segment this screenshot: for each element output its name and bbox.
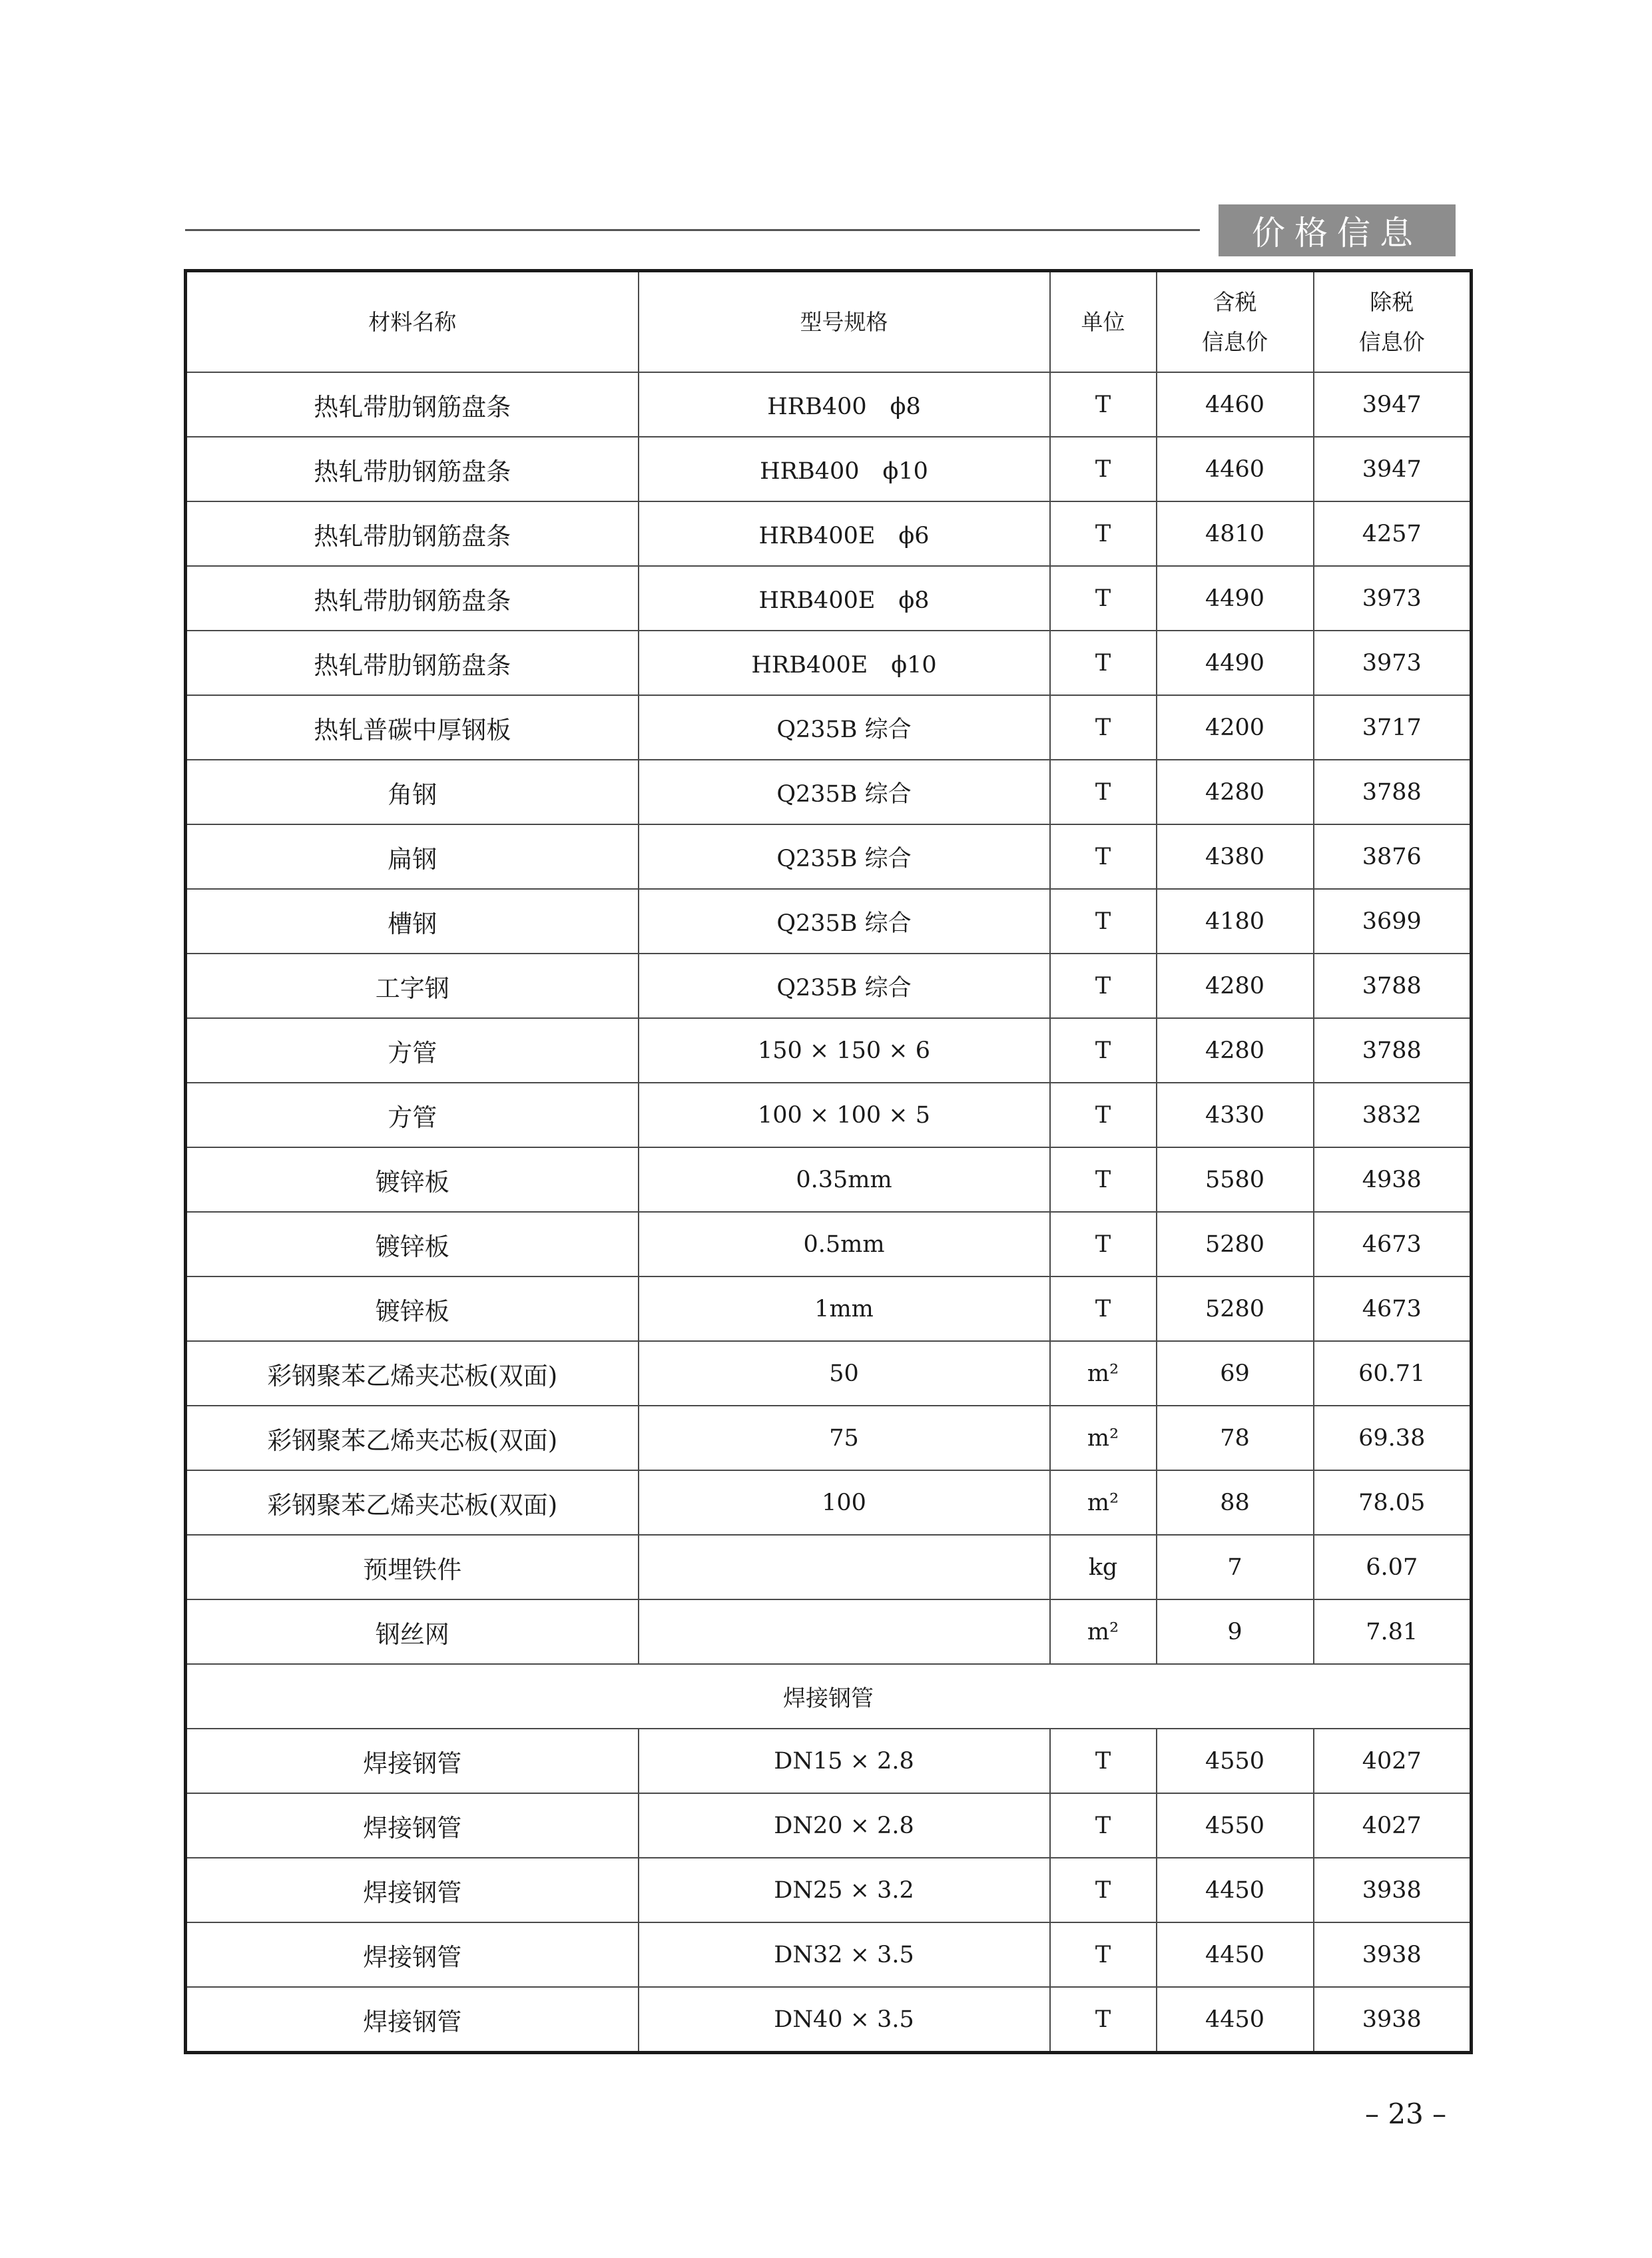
- unit-cell: T: [1050, 631, 1157, 695]
- tax-included-price-cell: 5280: [1157, 1276, 1314, 1341]
- tax-excluded-price-cell: 3788: [1314, 760, 1472, 824]
- material-name-cell: 热轧带肋钢筋盘条: [186, 631, 639, 695]
- material-name-cell: 焊接钢管: [186, 1793, 639, 1858]
- table-row: [186, 889, 1472, 954]
- table-row: [186, 1470, 1472, 1535]
- header-tax-included-line1: 含税: [1213, 288, 1257, 315]
- table-row: [186, 954, 1472, 1018]
- tax-included-price-cell: 78: [1157, 1406, 1314, 1470]
- tax-included-price-cell: 88: [1157, 1470, 1314, 1535]
- material-name-cell: 热轧带肋钢筋盘条: [186, 437, 639, 501]
- unit-cell: T: [1050, 1147, 1157, 1212]
- table-row: [186, 1406, 1472, 1470]
- tax-included-price-cell: 4280: [1157, 954, 1314, 1018]
- table-row: [186, 566, 1472, 631]
- unit-cell: T: [1050, 1212, 1157, 1276]
- tax-included-price-cell: 4550: [1157, 1793, 1314, 1858]
- unit-cell: m²: [1050, 1599, 1157, 1664]
- tax-excluded-price-cell: 60.71: [1314, 1341, 1472, 1406]
- section-title: 焊接钢管: [186, 1664, 1472, 1729]
- material-name-cell: 热轧带肋钢筋盘条: [186, 566, 639, 631]
- header-tax-included-price: [1157, 271, 1314, 373]
- section-header: [186, 1664, 1472, 1729]
- tax-included-price-cell: 4490: [1157, 566, 1314, 631]
- spec-cell: DN15 × 2.8: [639, 1729, 1050, 1793]
- unit-cell: m²: [1050, 1341, 1157, 1406]
- spec-cell: Q235B 综合: [639, 695, 1050, 760]
- unit-cell: T: [1050, 437, 1157, 501]
- tax-included-price-cell: 4380: [1157, 824, 1314, 889]
- header-tax-excluded-line2: 信息价: [1358, 328, 1425, 355]
- unit-cell: T: [1050, 566, 1157, 631]
- tax-excluded-price-cell: 3938: [1314, 1922, 1472, 1987]
- material-name-cell: 彩钢聚苯乙烯夹芯板(双面): [186, 1406, 639, 1470]
- tax-excluded-price-cell: 3938: [1314, 1987, 1472, 2053]
- header-unit: 单位: [1050, 271, 1157, 373]
- table-row: [186, 760, 1472, 824]
- tax-included-price-cell: 5580: [1157, 1147, 1314, 1212]
- material-name-cell: 镀锌板: [186, 1276, 639, 1341]
- spec-cell: 50: [639, 1341, 1050, 1406]
- table-row: [186, 695, 1472, 760]
- material-name-cell: 彩钢聚苯乙烯夹芯板(双面): [186, 1470, 639, 1535]
- tax-excluded-price-cell: 3788: [1314, 1018, 1472, 1083]
- tax-included-price-cell: 4280: [1157, 1018, 1314, 1083]
- tax-included-price-cell: 7: [1157, 1535, 1314, 1599]
- table-row: [186, 1147, 1472, 1212]
- unit-cell: T: [1050, 1987, 1157, 2053]
- header-rule: [185, 229, 1200, 231]
- spec-cell: 75: [639, 1406, 1050, 1470]
- tax-excluded-price-cell: 4257: [1314, 501, 1472, 566]
- spec-cell: Q235B 综合: [639, 760, 1050, 824]
- table-row: [186, 824, 1472, 889]
- unit-cell: T: [1050, 1922, 1157, 1987]
- tax-included-price-cell: 4330: [1157, 1083, 1314, 1147]
- header-material-name: 材料名称: [186, 271, 639, 373]
- tax-excluded-price-cell: 3717: [1314, 695, 1472, 760]
- unit-cell: T: [1050, 1083, 1157, 1147]
- table-row: [186, 1987, 1472, 2053]
- tax-excluded-price-cell: 3947: [1314, 437, 1472, 501]
- material-name-cell: 焊接钢管: [186, 1858, 639, 1922]
- tax-excluded-price-cell: 4673: [1314, 1276, 1472, 1341]
- unit-cell: T: [1050, 372, 1157, 437]
- tax-included-price-cell: 4460: [1157, 437, 1314, 501]
- table-body: [186, 372, 1472, 1664]
- spec-cell: Q235B 综合: [639, 824, 1050, 889]
- unit-cell: m²: [1050, 1406, 1157, 1470]
- unit-cell: T: [1050, 1276, 1157, 1341]
- table-row: [186, 501, 1472, 566]
- tax-excluded-price-cell: 4938: [1314, 1147, 1472, 1212]
- unit-cell: T: [1050, 954, 1157, 1018]
- unit-cell: T: [1050, 695, 1157, 760]
- table-row: [186, 1922, 1472, 1987]
- spec-cell: 0.35mm: [639, 1147, 1050, 1212]
- material-name-cell: 焊接钢管: [186, 1987, 639, 2053]
- tax-included-price-cell: 4450: [1157, 1858, 1314, 1922]
- tax-excluded-price-cell: 3699: [1314, 889, 1472, 954]
- material-name-cell: 方管: [186, 1018, 639, 1083]
- spec-cell: HRB400E ϕ10: [639, 631, 1050, 695]
- spec-cell: Q235B 综合: [639, 889, 1050, 954]
- spec-cell: [639, 1599, 1050, 1664]
- section-title-row: [186, 1664, 1472, 1729]
- unit-cell: T: [1050, 1018, 1157, 1083]
- spec-cell: DN25 × 3.2: [639, 1858, 1050, 1922]
- header-tax-included-line2: 信息价: [1202, 328, 1268, 355]
- tax-included-price-cell: 4450: [1157, 1987, 1314, 2053]
- tax-excluded-price-cell: 4027: [1314, 1793, 1472, 1858]
- header-spec: 型号规格: [639, 271, 1050, 373]
- tax-included-price-cell: 9: [1157, 1599, 1314, 1664]
- unit-cell: T: [1050, 1858, 1157, 1922]
- material-name-cell: 槽钢: [186, 889, 639, 954]
- header-tax-excluded-price: [1314, 271, 1472, 373]
- table-row: [186, 1018, 1472, 1083]
- unit-cell: m²: [1050, 1470, 1157, 1535]
- table-row: [186, 1535, 1472, 1599]
- table-row: [186, 631, 1472, 695]
- unit-cell: T: [1050, 1729, 1157, 1793]
- spec-cell: 100: [639, 1470, 1050, 1535]
- section-body: [186, 1729, 1472, 2053]
- spec-cell: 0.5mm: [639, 1212, 1050, 1276]
- price-table: [184, 269, 1473, 2054]
- table-row: [186, 1212, 1472, 1276]
- tax-excluded-price-cell: 78.05: [1314, 1470, 1472, 1535]
- tax-excluded-price-cell: 3973: [1314, 631, 1472, 695]
- tax-excluded-price-cell: 3947: [1314, 372, 1472, 437]
- tax-excluded-price-cell: 3938: [1314, 1858, 1472, 1922]
- tax-excluded-price-cell: 4673: [1314, 1212, 1472, 1276]
- unit-cell: T: [1050, 1793, 1157, 1858]
- unit-cell: T: [1050, 824, 1157, 889]
- material-name-cell: 焊接钢管: [186, 1922, 639, 1987]
- unit-cell: T: [1050, 760, 1157, 824]
- tax-excluded-price-cell: 4027: [1314, 1729, 1472, 1793]
- tax-included-price-cell: 4460: [1157, 372, 1314, 437]
- page-number: – 23 –: [1365, 2098, 1447, 2130]
- spec-cell: 100 × 100 × 5: [639, 1083, 1050, 1147]
- spec-cell: HRB400E ϕ8: [639, 566, 1050, 631]
- spec-cell: Q235B 综合: [639, 954, 1050, 1018]
- spec-cell: HRB400E ϕ6: [639, 501, 1050, 566]
- table-row: [186, 372, 1472, 437]
- material-name-cell: 预埋铁件: [186, 1535, 639, 1599]
- material-name-cell: 镀锌板: [186, 1147, 639, 1212]
- material-name-cell: 热轧带肋钢筋盘条: [186, 501, 639, 566]
- table-row: [186, 1793, 1472, 1858]
- table-header-row: [186, 271, 1472, 373]
- table-row: [186, 437, 1472, 501]
- tax-excluded-price-cell: 3973: [1314, 566, 1472, 631]
- material-name-cell: 镀锌板: [186, 1212, 639, 1276]
- tax-excluded-price-cell: 69.38: [1314, 1406, 1472, 1470]
- tax-included-price-cell: 4450: [1157, 1922, 1314, 1987]
- material-name-cell: 焊接钢管: [186, 1729, 639, 1793]
- unit-cell: T: [1050, 501, 1157, 566]
- spec-cell: [639, 1535, 1050, 1599]
- tax-excluded-price-cell: 7.81: [1314, 1599, 1472, 1664]
- table-row: [186, 1083, 1472, 1147]
- tax-included-price-cell: 4490: [1157, 631, 1314, 695]
- tax-included-price-cell: 4200: [1157, 695, 1314, 760]
- spec-cell: 1mm: [639, 1276, 1050, 1341]
- tax-included-price-cell: 4280: [1157, 760, 1314, 824]
- material-name-cell: 热轧普碳中厚钢板: [186, 695, 639, 760]
- spec-cell: 150 × 150 × 6: [639, 1018, 1050, 1083]
- table-row: [186, 1341, 1472, 1406]
- table-row: [186, 1599, 1472, 1664]
- material-name-cell: 工字钢: [186, 954, 639, 1018]
- spec-cell: DN40 × 3.5: [639, 1987, 1050, 2053]
- material-name-cell: 方管: [186, 1083, 639, 1147]
- tax-included-price-cell: 4810: [1157, 501, 1314, 566]
- material-name-cell: 热轧带肋钢筋盘条: [186, 372, 639, 437]
- table-row: [186, 1858, 1472, 1922]
- tax-excluded-price-cell: 3788: [1314, 954, 1472, 1018]
- table-row: [186, 1276, 1472, 1341]
- header-tax-excluded-line1: 除税: [1370, 288, 1414, 315]
- tax-included-price-cell: 69: [1157, 1341, 1314, 1406]
- section-tag: 价格信息: [1219, 204, 1456, 256]
- tax-included-price-cell: 4550: [1157, 1729, 1314, 1793]
- unit-cell: T: [1050, 889, 1157, 954]
- tax-excluded-price-cell: 3876: [1314, 824, 1472, 889]
- material-name-cell: 角钢: [186, 760, 639, 824]
- tax-included-price-cell: 4180: [1157, 889, 1314, 954]
- material-name-cell: 扁钢: [186, 824, 639, 889]
- tax-excluded-price-cell: 3832: [1314, 1083, 1472, 1147]
- spec-cell: HRB400 ϕ8: [639, 372, 1050, 437]
- spec-cell: DN20 × 2.8: [639, 1793, 1050, 1858]
- unit-cell: kg: [1050, 1535, 1157, 1599]
- material-name-cell: 彩钢聚苯乙烯夹芯板(双面): [186, 1341, 639, 1406]
- material-name-cell: 钢丝网: [186, 1599, 639, 1664]
- table-row: [186, 1729, 1472, 1793]
- spec-cell: DN32 × 3.5: [639, 1922, 1050, 1987]
- tax-excluded-price-cell: 6.07: [1314, 1535, 1472, 1599]
- tax-included-price-cell: 5280: [1157, 1212, 1314, 1276]
- spec-cell: HRB400 ϕ10: [639, 437, 1050, 501]
